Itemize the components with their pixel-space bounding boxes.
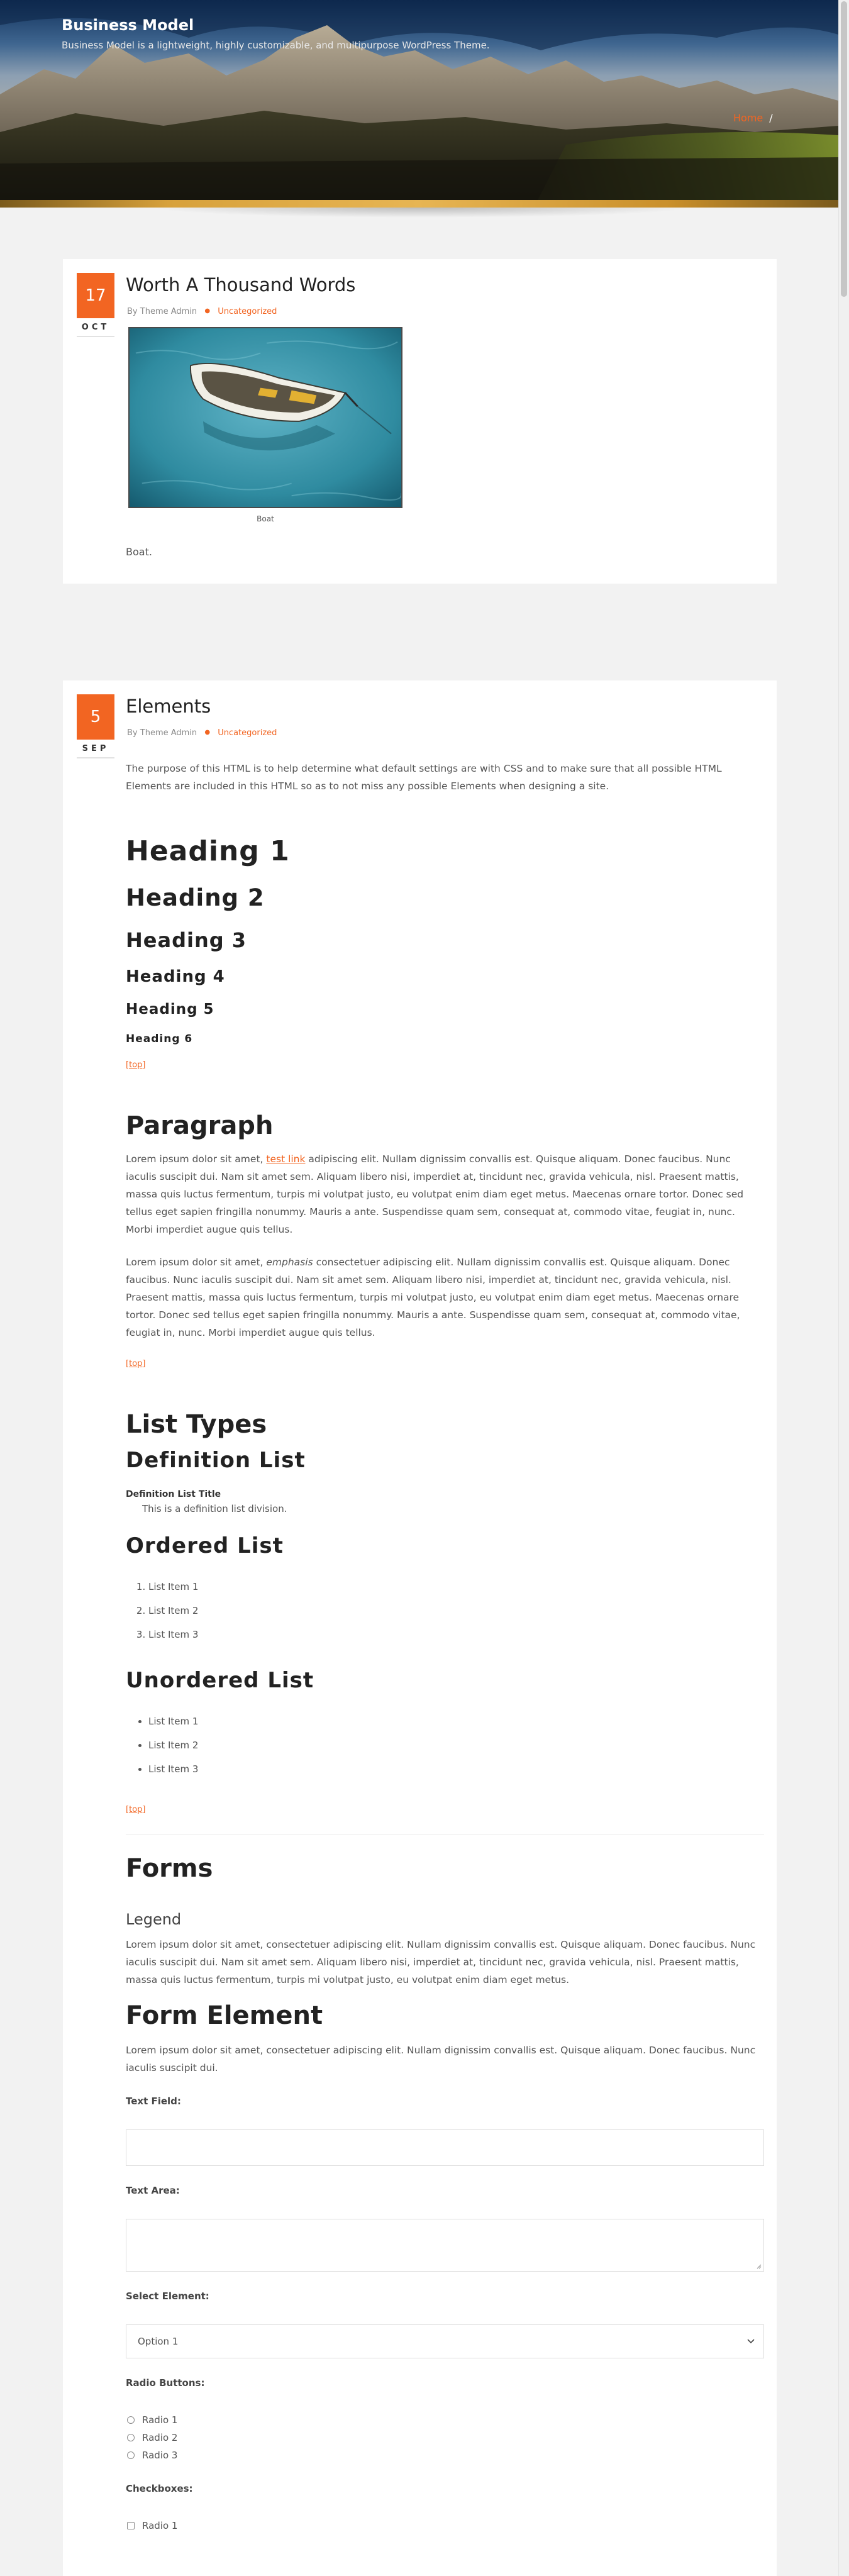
definition-term: Definition List Title	[126, 1489, 221, 1499]
radio-option[interactable]	[126, 2446, 764, 2464]
radio-option[interactable]	[126, 2429, 764, 2446]
post-date	[77, 273, 114, 337]
definition-description: This is a definition list division.	[142, 1503, 287, 1514]
chevron-down-icon	[747, 2339, 755, 2344]
post-date-day: 5	[77, 694, 114, 740]
forms-title: Forms	[126, 1854, 213, 1883]
post-title[interactable]: Elements	[126, 696, 211, 717]
meta-dot-icon: ●	[204, 729, 211, 736]
form-element-paragraph: Lorem ipsum dolor sit amet, consectetuer adipiscing elit. Nullam dignissim convallis est. Quisque aliquam. Donec faucibus. Nunc iaculis suscipit dui.	[126, 2045, 756, 2074]
post-date-month: OCT	[77, 318, 114, 337]
text-field[interactable]	[126, 2129, 764, 2166]
post-author-link[interactable]: Theme Admin	[140, 307, 197, 316]
header-bottom-edge	[0, 200, 838, 208]
post-meta	[127, 307, 277, 316]
page-scrollbar[interactable]	[838, 0, 849, 2576]
select-label: Select Element:	[126, 2290, 209, 2302]
heading-5: Heading 5	[126, 1001, 214, 1018]
post-title[interactable]: Worth A Thousand Words	[126, 274, 356, 296]
radio-button[interactable]	[127, 2451, 135, 2459]
legend-paragraph: Lorem ipsum dolor sit amet, consectetuer adipiscing elit. Nullam dignissim convallis est. Quisque aliquam. Donec faucibus. Nunc iaculis suscipit dui. Nam sit amet sem. Aliquam libero nisi, imperdiet at, tincidunt nec, gravida vehicula, nisl. Praesent mattis, massa quis luctus fermentum, turpis mi volutpat justo, eu volutpat enim diam eget metus.	[126, 1939, 756, 1985]
breadcrumb	[733, 112, 773, 124]
scrollbar-thumb[interactable]	[841, 1, 847, 297]
list-item: 1. List Item 1	[148, 1581, 764, 1605]
post-meta-by: By	[127, 728, 138, 738]
paragraph-1-end: adipiscing elit. Nullam dignissim convallis est. Quisque aliquam. Donec faucibus. Nunc iaculis suscipit dui. Nam sit amet sem. Aliquam libero nisi, imperdiet at, tincidunt nec, gravida vehicula, nisl. Praesent mattis, massa quis luctus fermentum, turpis mi volutpat justo, eu volutpat enim diam eget metus. Maecenas ornare tortor. Donec sed tellus eget sapien fringilla nonummy. Mauris a ante. Suspendisse quam sem, consequat at, commodo vitae, feugiat in, nunc. Morbi imperdiet augue quis tellus.	[126, 1153, 744, 1235]
site-description: Business Model is a lightweight, highly customizable, and multipurpose WordPress Theme.	[62, 40, 490, 51]
paragraph-2-end: consectetuer adipiscing elit. Nullam dignissim convallis est. Quisque aliquam. Donec faucibus. Nunc iaculis suscipit dui. Nam sit amet sem. Aliquam libero nisi, imperdiet at, tincidunt nec, gravida vehicula, nisl. Praesent mattis, massa quis luctus fermentum, turpis mi volutpat justo, eu volutpat enim diam eget metus. Maecenas ornare tortor. Donec sed tellus eget sapien fringilla nonummy. Mauris a ante. Suspendisse quam sem, consequat at, commodo vitae, feugiat in, nunc. Morbi imperdiet augue quis tellus.	[126, 1257, 740, 1338]
site-title[interactable]: Business Model	[62, 16, 194, 34]
image-caption: Boat	[257, 514, 274, 523]
list-item: • List Item 2	[148, 1740, 764, 1763]
form-element-title: Form Element	[126, 2001, 323, 2030]
paragraph-1-start: Lorem ipsum dolor sit amet,	[126, 1153, 267, 1165]
list-item: 3. List Item 3	[148, 1629, 764, 1653]
top-link[interactable]: [top]	[126, 1805, 146, 1814]
list-item: • List Item 3	[148, 1763, 764, 1787]
ordered-list	[148, 1581, 764, 1653]
select-value: Option 1	[138, 2336, 179, 2347]
top-link[interactable]: [top]	[126, 1060, 146, 1070]
text-area-label: Text Area:	[126, 2185, 180, 2196]
post-category-link[interactable]: Uncategorized	[218, 728, 277, 738]
paragraph-2-start: Lorem ipsum dolor sit amet,	[126, 1257, 267, 1268]
radio-button[interactable]	[127, 2416, 135, 2424]
unordered-list-title: Unordered List	[126, 1668, 314, 1693]
post-meta	[127, 728, 277, 738]
fieldset-legend: Legend	[126, 1911, 182, 1928]
header-banner	[0, 0, 838, 206]
radio-option[interactable]	[126, 2411, 764, 2429]
checkbox[interactable]	[127, 2522, 135, 2529]
text-field-label: Text Field:	[126, 2096, 181, 2107]
boat-image[interactable]	[128, 327, 402, 508]
test-link[interactable]: test link	[266, 1153, 306, 1165]
select-element[interactable]	[126, 2324, 764, 2358]
breadcrumb-home-link[interactable]: Home	[733, 112, 763, 124]
heading-4: Heading 4	[126, 967, 225, 986]
post-category-link[interactable]: Uncategorized	[218, 307, 277, 316]
post-author-link[interactable]: Theme Admin	[140, 728, 197, 738]
resize-grip-icon[interactable]	[755, 2263, 762, 2269]
checkboxes-label: Checkboxes:	[126, 2483, 193, 2494]
header-shadow	[151, 208, 692, 218]
post-date	[77, 694, 114, 758]
checkbox-label: Radio 1	[142, 2520, 178, 2531]
heading-3: Heading 3	[126, 928, 247, 952]
definition-list-title: Definition List	[126, 1448, 306, 1473]
post-content	[126, 760, 764, 2534]
boat-figure	[128, 327, 402, 523]
list-types-title: List Types	[126, 1410, 267, 1439]
post-meta-by: By	[127, 307, 138, 316]
paragraph-1	[126, 1150, 764, 1238]
radio-button[interactable]	[127, 2434, 135, 2441]
radio-label: Radio 3	[142, 2450, 178, 2461]
unordered-list	[148, 1716, 764, 1787]
list-item: • List Item 1	[148, 1716, 764, 1740]
post-date-day: 17	[77, 273, 114, 318]
paragraph-section-title: Paragraph	[126, 1111, 274, 1140]
paragraph-2	[126, 1253, 764, 1341]
radio-buttons-label: Radio Buttons:	[126, 2377, 205, 2389]
radio-label: Radio 2	[142, 2432, 178, 2443]
post-card-elements	[63, 680, 777, 2576]
text-area[interactable]	[126, 2219, 764, 2272]
heading-2: Heading 2	[126, 884, 265, 911]
list-item: 2. List Item 2	[148, 1605, 764, 1629]
radio-label: Radio 1	[142, 2414, 178, 2426]
checkbox-option[interactable]	[126, 2517, 764, 2534]
meta-dot-icon: ●	[204, 308, 211, 314]
post-date-month: SEP	[77, 740, 114, 758]
intro-paragraph: The purpose of this HTML is to help determine what default settings are with CSS and to make sure that all possible HTML Elements are included in this HTML so as to not miss any possible Elements when designing a site.	[126, 763, 722, 792]
emphasis-text: emphasis	[266, 1257, 313, 1268]
heading-6: Heading 6	[126, 1033, 193, 1045]
top-link[interactable]: [top]	[126, 1359, 146, 1368]
ordered-list-title: Ordered List	[126, 1533, 284, 1558]
breadcrumb-separator: /	[769, 112, 773, 124]
post-body-text: Boat.	[126, 546, 152, 558]
post-card-worth-a-thousand-words	[63, 259, 777, 584]
heading-1: Heading 1	[126, 835, 290, 867]
